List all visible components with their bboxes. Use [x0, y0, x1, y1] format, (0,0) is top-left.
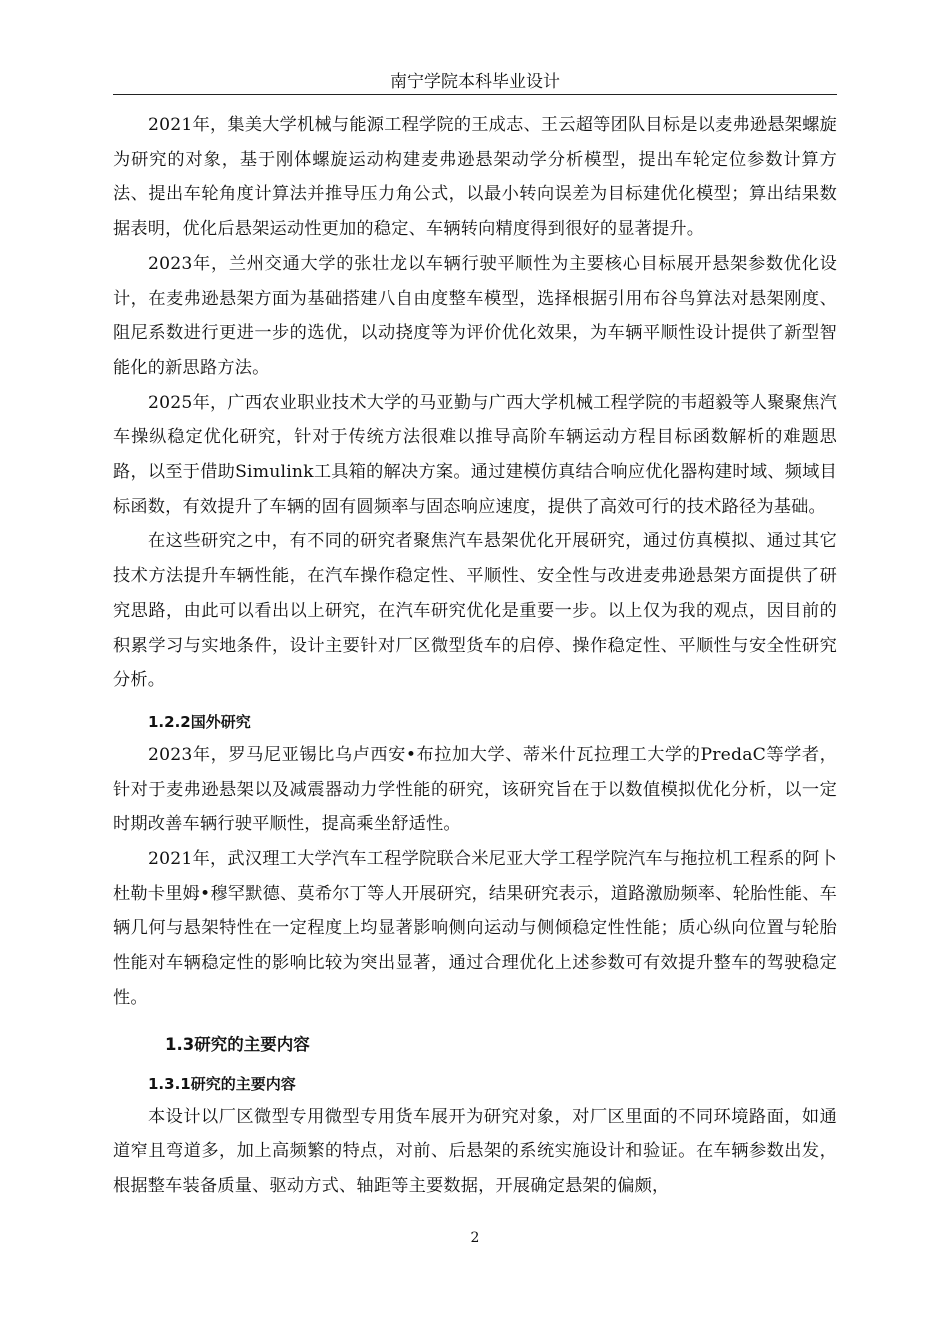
- section-heading-1-2-2: 1.2.2国外研究: [148, 712, 251, 731]
- paragraph: 在这些研究之中，有不同的研究者聚焦汽车悬架优化开展研究，通过仿真模拟、通过其它技术方法提升车辆性能，在汽车操作稳定性、平顺性、安全性与改进麦弗逊悬架方面提供了研究思路，由此可以看出以上研究，在汽车研究优化是重要一步。以上仅为我的观点，因目前的积累学习与实地条件，设计主要针对厂区微型货车的启停、操作稳定性、平顺性与安全性研究分析。: [113, 531, 837, 691]
- paragraph: 2023年，罗马尼亚锡比乌卢西安•布拉加大学、蒂米什瓦拉理工大学的PredaC等学者，针对于麦弗逊悬架以及减震器动力学性能的研究，该研究旨在于以数值模拟优化分析，以一定时期改善车辆行驶平顺性，提高乘坐舒适性。: [113, 744, 837, 835]
- paragraph: 本设计以厂区微型专用微型专用货车展开为研究对象，对厂区里面的不同环境路面，如通道窄且弯道多，加上高频繁的特点，对前、后悬架的系统实施设计和验证。在车辆参数出发，根据整车装备质量、驱动方式、轴距等主要数据，开展确定悬架的偏颇，: [113, 1106, 837, 1196]
- paragraph: 2021年，集美大学机械与能源工程学院的王成志、王云超等团队目标是以麦弗逊悬架螺旋为研究的对象，基于刚体螺旋运动构建麦弗逊悬架动学分析模型，提出车轮定位参数计算方法、提出车轮角度计算法并推导压力角公式，以最小转向误差为目标建优化模型；算出结果数据表明，优化后悬架运动性更加的稳定、车辆转向精度得到很好的显著提升。: [113, 115, 837, 240]
- section-heading-1-3: 1.3研究的主要内容: [165, 1034, 310, 1054]
- paragraph: 2025年，广西农业职业技术大学的马亚勤与广西大学机械工程学院的韦超毅等人聚聚焦汽车操纵稳定优化研究，针对于传统方法很难以推导高阶车辆运动方程目标函数解析的难题思路，以至于借助Simulink工具箱的解决方案。通过建模仿真结合响应优化器构建时域、频域目标函数，有效提升了车辆的固有圆频率与固态响应速度，提供了高效可行的技术路径为基础。: [113, 392, 837, 517]
- paragraph: 2023年，兰州交通大学的张壮龙以车辆行驶平顺性为主要核心目标展开悬架参数优化设计，在麦弗逊悬架方面为基础搭建八自由度整车模型，选择根据引用布谷鸟算法对悬架刚度、阻尼系数进行更进一步的选优，以动挠度等为评价优化效果，为车辆平顺性设计提供了新型智能化的新思路方法。: [113, 253, 837, 378]
- header-divider: [113, 94, 837, 95]
- paragraph: 2021年，武汉理工大学汽车工程学院联合米尼亚大学工程学院汽车与拖拉机工程系的阿卜杜勒卡里姆•穆罕默德、莫希尔丁等人开展研究，结果研究表示，道路激励频率、轮胎性能、车辆几何与悬架特性在一定程度上均显著影响侧向运动与侧倾稳定性性能；质心纵向位置与轮胎性能对车辆稳定性的影响比较为突出显著，通过合理优化上述参数可有效提升整车的驾驶稳定性。: [113, 849, 837, 1008]
- page-header-title: 南宁学院本科毕业设计: [390, 72, 560, 92]
- page-number: 2: [470, 1230, 480, 1246]
- section-heading-1-3-1: 1.3.1研究的主要内容: [148, 1074, 296, 1093]
- document-body: [113, 108, 837, 1204]
